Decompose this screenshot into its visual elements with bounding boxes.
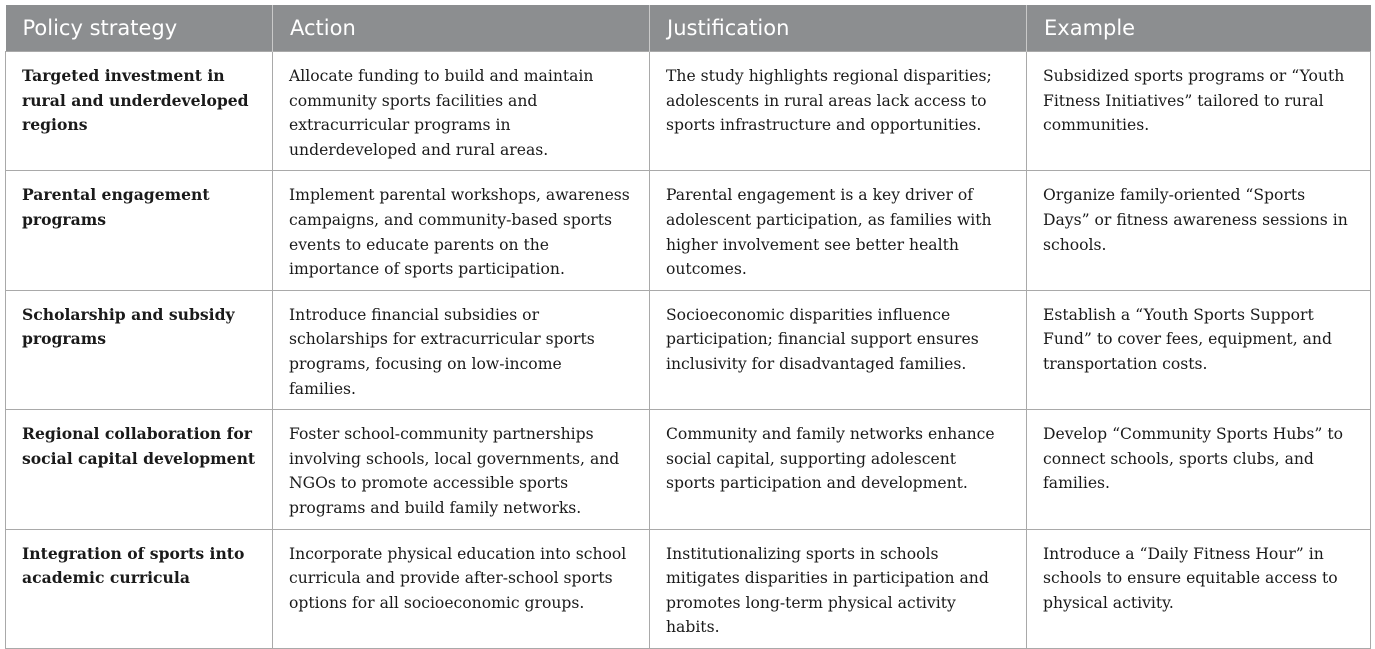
cell-justification: The study highlights regional disparities; adolescents in rural areas lack access to sports infrastructure and opportunities.	[650, 52, 1027, 171]
header-row	[6, 5, 1371, 52]
cell-action: Foster school-community partnerships involving schools, local governments, and NGOs to promote accessible sports programs and build family networks.	[273, 410, 650, 529]
cell-example: Organize family-oriented “Sports Days” or fitness awareness sessions in schools.	[1027, 171, 1371, 290]
cell-example: Subsidized sports programs or “Youth Fitness Initiatives” tailored to rural communities.	[1027, 52, 1371, 171]
cell-justification: Community and family networks enhance social capital, supporting adolescent sports participation and development.	[650, 410, 1027, 529]
column-header-example: Example	[1027, 5, 1371, 52]
cell-example: Introduce a “Daily Fitness Hour” in schools to ensure equitable access to physical activity.	[1027, 529, 1371, 648]
column-header-policy-strategy: Policy strategy	[6, 5, 273, 52]
cell-justification: Parental engagement is a key driver of adolescent participation, as families with higher involvement see better health outcomes.	[650, 171, 1027, 290]
table-row	[6, 290, 1371, 409]
cell-action: Introduce financial subsidies or scholarships for extracurricular sports programs, focusing on low-income families.	[273, 290, 650, 409]
cell-strategy: Integration of sports into academic curricula	[6, 529, 273, 648]
cell-strategy: Scholarship and subsidy programs	[6, 290, 273, 409]
policy-table	[5, 5, 1371, 649]
table-row	[6, 171, 1371, 290]
cell-action: Implement parental workshops, awareness campaigns, and community-based sports events to educate parents on the importance of sports participation.	[273, 171, 650, 290]
table-row	[6, 52, 1371, 171]
table-row	[6, 410, 1371, 529]
column-header-justification: Justification	[650, 5, 1027, 52]
cell-strategy: Parental engagement programs	[6, 171, 273, 290]
cell-example: Establish a “Youth Sports Support Fund” to cover fees, equipment, and transportation costs.	[1027, 290, 1371, 409]
table-row	[6, 529, 1371, 648]
cell-strategy: Targeted investment in rural and underdeveloped regions	[6, 52, 273, 171]
cell-strategy: Regional collaboration for social capital development	[6, 410, 273, 529]
table-header	[6, 5, 1371, 52]
cell-action: Allocate funding to build and maintain community sports facilities and extracurricular programs in underdeveloped and rural areas.	[273, 52, 650, 171]
column-header-action: Action	[273, 5, 650, 52]
table-body	[6, 52, 1371, 649]
cell-action: Incorporate physical education into school curricula and provide after-school sports options for all socioeconomic groups.	[273, 529, 650, 648]
cell-justification: Institutionalizing sports in schools mitigates disparities in participation and promotes long-term physical activity habits.	[650, 529, 1027, 648]
cell-justification: Socioeconomic disparities influence participation; financial support ensures inclusivity for disadvantaged families.	[650, 290, 1027, 409]
cell-example: Develop “Community Sports Hubs” to connect schools, sports clubs, and families.	[1027, 410, 1371, 529]
